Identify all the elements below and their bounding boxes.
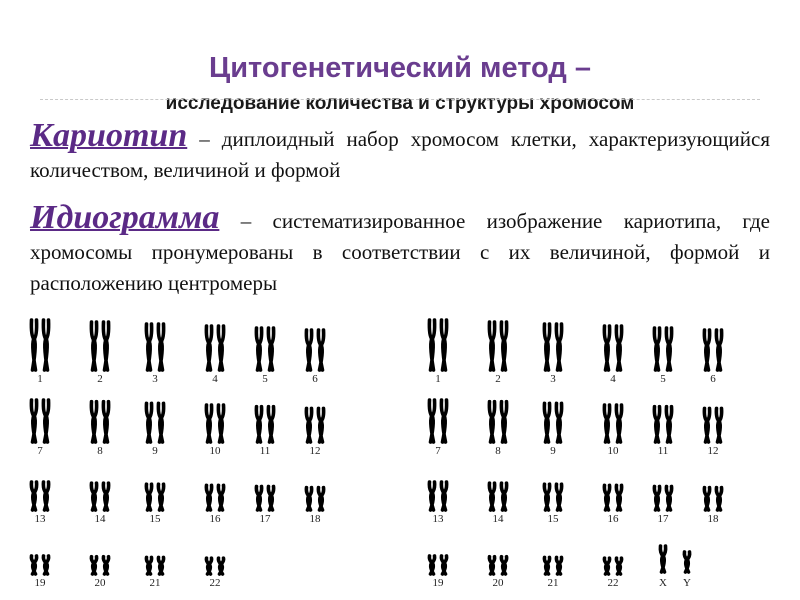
chromosome-pair [704, 488, 721, 525]
chromosome-pair [489, 402, 506, 457]
term-karyotype: Кариотип [30, 117, 188, 154]
chromosome-1b [43, 320, 48, 370]
chromosome-16b [218, 485, 223, 510]
chromosome-pair [654, 328, 671, 385]
chromosome-6a [704, 330, 709, 370]
chromosome-13a [31, 482, 36, 510]
chromosome-17a [654, 486, 659, 510]
chromosome-pair [604, 485, 621, 525]
chromosome-pair [206, 326, 223, 385]
karyotype-female-image [25, 312, 365, 594]
chromosome-14a [489, 483, 494, 510]
slide-title: Цитогенетический метод – [209, 52, 591, 84]
chromosome-10a [604, 405, 609, 442]
chromosome-pair [146, 557, 163, 589]
chromosome-label: 22 [209, 577, 221, 589]
chromosome-12b [318, 408, 323, 442]
chromosome-pair [544, 324, 561, 385]
chromosome-pair [91, 483, 108, 525]
chromosome-label: 9 [550, 445, 556, 457]
chromosome-Y [684, 552, 689, 572]
chromosome-pair [429, 482, 446, 525]
chromosome-3a [146, 324, 151, 370]
definition-idiogram [30, 199, 770, 299]
chromosome-label: 11 [657, 445, 669, 457]
chromosome-label: 6 [710, 373, 716, 385]
chromosome-pair [31, 482, 48, 525]
chromosome-label: 18 [309, 513, 321, 525]
chromosome-pair [31, 320, 48, 385]
chromosome-4b [218, 326, 223, 370]
chromosome-11b [268, 407, 273, 442]
chromosome-pair [256, 328, 273, 385]
chromosome-14b [103, 483, 108, 510]
chromosome-19a [31, 556, 36, 574]
chromosome-pair [604, 326, 621, 385]
chromosome-label: 10 [607, 445, 619, 457]
chromosome-label: 7 [435, 445, 441, 457]
chromosome-label: 3 [550, 373, 556, 385]
chromosome-label: 8 [495, 445, 501, 457]
chromosome-18a [704, 488, 709, 510]
chromosome-11a [256, 407, 261, 442]
chromosome-15a [146, 484, 151, 510]
karyotype-male [423, 312, 763, 594]
chromosome-label: 19 [34, 577, 46, 589]
definition-karyotype-text: – диплоидный набор хромосом клетки, характеризующийся количеством, величиной и формой [30, 127, 770, 182]
chromosome-17a [256, 486, 261, 510]
chromosome-6b [318, 330, 323, 370]
chromosome-21b [158, 557, 163, 574]
chromosome-15a [544, 484, 549, 510]
chromosome-label: 10 [209, 445, 221, 457]
chromosome-8a [91, 402, 96, 442]
chromosome-13a [429, 482, 434, 510]
chromosome-6a [306, 330, 311, 370]
chromosome-pair [654, 407, 671, 457]
chromosome-pair [489, 322, 506, 385]
chromosome-label: 5 [262, 373, 268, 385]
chromosome-1a [31, 320, 36, 370]
definition-karyotype [30, 117, 770, 186]
chromosome-2a [489, 322, 494, 370]
chromosome-pair [306, 488, 323, 525]
chromosome-18b [716, 488, 721, 510]
chromosome-label: 1 [435, 373, 441, 385]
chromosome-label: 15 [547, 513, 559, 525]
chromosome-9b [158, 403, 163, 442]
chromosome-2b [501, 322, 506, 370]
chromosome-16a [604, 485, 609, 510]
chromosome-pair [91, 402, 108, 457]
chromosome-18a [306, 488, 311, 510]
chromosome-10b [218, 405, 223, 442]
chromosome-label: 6 [312, 373, 318, 385]
chromosome-pair [604, 405, 621, 457]
chromosome-10a [206, 405, 211, 442]
karyotype-male-image [423, 312, 763, 594]
chromosome-8b [103, 402, 108, 442]
chromosome-pair [429, 400, 446, 457]
chromosome-label: 3 [152, 373, 158, 385]
chromosome-15b [556, 484, 561, 510]
chromosome-8a [489, 402, 494, 442]
chromosome-3b [556, 324, 561, 370]
chromosome-pair [206, 558, 223, 589]
chromosome-pair [146, 484, 163, 525]
chromosome-label: 14 [94, 513, 106, 525]
chromosome-20a [489, 557, 494, 574]
chromosome-label: 19 [432, 577, 444, 589]
chromosome-19b [441, 556, 446, 574]
chromosome-label: 12 [707, 445, 719, 457]
chromosome-11a [654, 407, 659, 442]
chromosome-20b [103, 557, 108, 574]
chromosome-12a [704, 408, 709, 442]
chromosome-pair [604, 558, 621, 589]
chromosome-label: Y [683, 577, 691, 589]
chromosome-label: 21 [547, 577, 559, 589]
chromosome-4a [604, 326, 609, 370]
chromosome-pair [544, 403, 561, 457]
chromosome-label: 18 [707, 513, 719, 525]
chromosome-22b [218, 558, 223, 574]
chromosome-pair [31, 400, 48, 457]
karyotype-female [25, 312, 365, 594]
chromosome-20b [501, 557, 506, 574]
chromosome-pair [306, 330, 323, 385]
chromosome-22a [206, 558, 211, 574]
chromosome-label: 14 [492, 513, 504, 525]
chromosome-12a [306, 408, 311, 442]
chromosome-label: 11 [259, 445, 271, 457]
chromosome-3b [158, 324, 163, 370]
chromosome-pair [91, 557, 108, 589]
chromosome-label: 16 [607, 513, 619, 525]
chromosome-label: 16 [209, 513, 221, 525]
chromosome-4b [616, 326, 621, 370]
chromosome-pair [544, 484, 561, 525]
chromosome-label: 8 [97, 445, 103, 457]
chromosome-18b [318, 488, 323, 510]
chromosome-11b [666, 407, 671, 442]
chromosome-label: 13 [34, 513, 46, 525]
chromosome-pair [206, 405, 223, 457]
chromosome-pair [146, 324, 163, 385]
chromosome-label: 15 [149, 513, 161, 525]
chromosome-label: 20 [94, 577, 106, 589]
chromosome-5a [256, 328, 261, 370]
chromosome-label: 5 [660, 373, 666, 385]
chromosome-22a [604, 558, 609, 574]
chromosome-5b [268, 328, 273, 370]
chromosome-X [660, 546, 665, 572]
chromosome-17b [666, 486, 671, 510]
chromosome-2b [103, 322, 108, 370]
chromosome-16b [616, 485, 621, 510]
chromosome-8b [501, 402, 506, 442]
chromosome-4a [206, 326, 211, 370]
chromosome-label: 17 [259, 513, 271, 525]
chromosome-pair [704, 408, 721, 457]
chromosome-pair [31, 556, 48, 589]
chromosome-12b [716, 408, 721, 442]
chromosome-label: X [659, 577, 667, 589]
chromosome-pair [489, 483, 506, 525]
chromosome-label: 1 [37, 373, 43, 385]
chromosome-label: 9 [152, 445, 158, 457]
chromosome-22b [616, 558, 621, 574]
chromosome-label: 4 [212, 373, 218, 385]
chromosome-19b [43, 556, 48, 574]
chromosome-pair [429, 556, 446, 589]
chromosome-pair [683, 552, 691, 589]
chromosome-label: 21 [149, 577, 161, 589]
chromosome-19a [429, 556, 434, 574]
chromosome-label: 13 [432, 513, 444, 525]
chromosome-9b [556, 403, 561, 442]
chromosome-label: 12 [309, 445, 321, 457]
chromosome-20a [91, 557, 96, 574]
chromosome-21a [146, 557, 151, 574]
chromosome-pair [206, 485, 223, 525]
chromosome-label: 17 [657, 513, 669, 525]
chromosome-5b [666, 328, 671, 370]
chromosome-7a [429, 400, 434, 442]
chromosome-1a [429, 320, 434, 370]
chromosome-pair [659, 546, 667, 589]
chromosome-pair [256, 486, 273, 525]
chromosome-label: 2 [97, 373, 103, 385]
chromosome-2a [91, 322, 96, 370]
chromosome-21a [544, 557, 549, 574]
term-idiogram: Идиограмма [30, 199, 220, 236]
chromosome-15b [158, 484, 163, 510]
chromosome-pair [306, 408, 323, 457]
chromosome-21b [556, 557, 561, 574]
chromosome-pair [704, 330, 721, 385]
slide-subtitle: исследование количества и структуры хромосом [165, 93, 635, 114]
chromosome-pair [91, 322, 108, 385]
chromosome-7a [31, 400, 36, 442]
chromosome-1b [441, 320, 446, 370]
chromosome-7b [441, 400, 446, 442]
chromosome-pair [256, 407, 273, 457]
chromosome-10b [616, 405, 621, 442]
chromosome-pair [489, 557, 506, 589]
chromosome-label: 7 [37, 445, 43, 457]
chromosome-13b [43, 482, 48, 510]
chromosome-6b [716, 330, 721, 370]
chromosome-pair [146, 403, 163, 457]
chromosome-9a [544, 403, 549, 442]
chromosome-7b [43, 400, 48, 442]
chromosome-label: 4 [610, 373, 616, 385]
chromosome-pair [429, 320, 446, 385]
chromosome-14a [91, 483, 96, 510]
chromosome-9a [146, 403, 151, 442]
chromosome-13b [441, 482, 446, 510]
chromosome-pair [654, 486, 671, 525]
chromosome-17b [268, 486, 273, 510]
chromosome-pair [544, 557, 561, 589]
chromosome-label: 2 [495, 373, 501, 385]
divider-line [40, 99, 760, 101]
chromosome-5a [654, 328, 659, 370]
chromosome-16a [206, 485, 211, 510]
definition-idiogram-text: – систематизированное изображение кариотипа, где хромосомы пронумерованы в соответствии с их величиной, формой и расположению центромеры [30, 209, 770, 295]
chromosome-3a [544, 324, 549, 370]
chromosome-label: 20 [492, 577, 504, 589]
chromosome-14b [501, 483, 506, 510]
chromosome-label: 22 [607, 577, 619, 589]
